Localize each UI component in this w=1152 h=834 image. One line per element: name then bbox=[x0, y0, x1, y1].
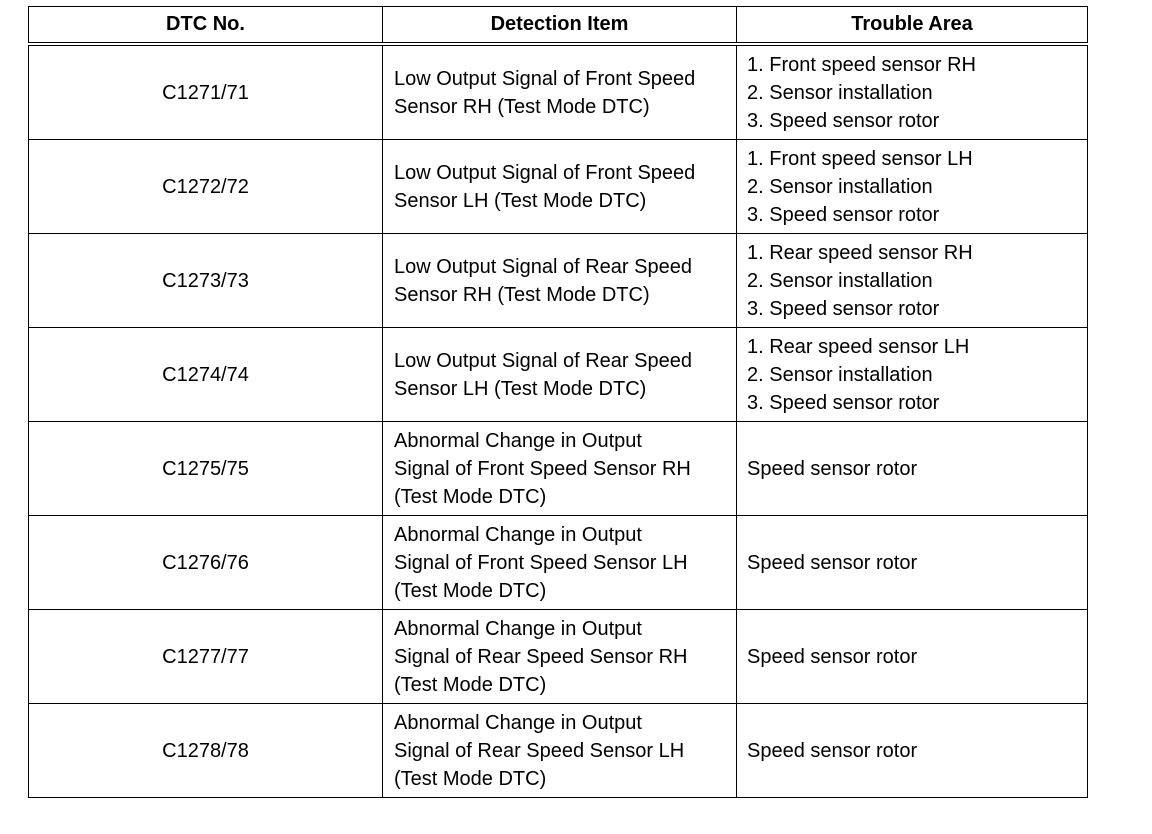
detection-item-cell bbox=[383, 610, 737, 704]
table-row bbox=[29, 516, 1088, 610]
table-row bbox=[29, 422, 1088, 516]
table-body bbox=[29, 44, 1088, 798]
table-row bbox=[29, 328, 1088, 422]
header-dtc-no: DTC No. bbox=[29, 7, 383, 45]
detection-item-cell bbox=[383, 704, 737, 798]
table-header bbox=[29, 7, 1088, 45]
trouble-area-cell bbox=[737, 328, 1088, 422]
detection-item-line: Signal of Front Speed Sensor RH bbox=[394, 457, 691, 480]
dtc-code-cell: C1273/73 bbox=[29, 234, 383, 328]
trouble-area-cell bbox=[737, 422, 1088, 516]
dtc-code-cell: C1272/72 bbox=[29, 140, 383, 234]
detection-item-line: Sensor LH (Test Mode DTC) bbox=[394, 377, 647, 400]
trouble-area-line: 1. Front speed sensor LH bbox=[747, 147, 973, 170]
dtc-code-cell: C1277/77 bbox=[29, 610, 383, 704]
trouble-area-line: Speed sensor rotor bbox=[747, 645, 918, 668]
trouble-area-cell bbox=[737, 704, 1088, 798]
trouble-area-line: 3. Speed sensor rotor bbox=[747, 109, 940, 132]
trouble-area-line: 1. Rear speed sensor RH bbox=[747, 241, 973, 264]
detection-item-line: Low Output Signal of Rear Speed bbox=[394, 255, 692, 278]
header-row bbox=[29, 7, 1088, 45]
detection-item-line: (Test Mode DTC) bbox=[394, 579, 547, 602]
detection-item-line: Sensor RH (Test Mode DTC) bbox=[394, 283, 650, 306]
trouble-area-cell bbox=[737, 234, 1088, 328]
dtc-code-cell: C1276/76 bbox=[29, 516, 383, 610]
header-detection-item: Detection Item bbox=[383, 7, 737, 45]
detection-item-line: Signal of Rear Speed Sensor RH bbox=[394, 645, 688, 668]
detection-item-line: Signal of Front Speed Sensor LH bbox=[394, 551, 688, 574]
detection-item-line: Abnormal Change in Output bbox=[394, 429, 642, 452]
detection-item-line: Low Output Signal of Rear Speed bbox=[394, 349, 692, 372]
trouble-area-cell bbox=[737, 516, 1088, 610]
detection-item-line: Signal of Rear Speed Sensor LH bbox=[394, 739, 685, 762]
trouble-area-line: 2. Sensor installation bbox=[747, 175, 933, 198]
trouble-area-line: 1. Front speed sensor RH bbox=[747, 53, 976, 76]
table-row bbox=[29, 234, 1088, 328]
trouble-area-cell bbox=[737, 44, 1088, 140]
detection-item-line: Abnormal Change in Output bbox=[394, 617, 642, 640]
detection-item-cell bbox=[383, 44, 737, 140]
trouble-area-cell bbox=[737, 140, 1088, 234]
dtc-table bbox=[28, 6, 1088, 798]
detection-item-line: (Test Mode DTC) bbox=[394, 767, 547, 790]
detection-item-line: Abnormal Change in Output bbox=[394, 711, 642, 734]
trouble-area-line: 3. Speed sensor rotor bbox=[747, 391, 940, 414]
detection-item-line: Sensor LH (Test Mode DTC) bbox=[394, 189, 647, 212]
table-row bbox=[29, 610, 1088, 704]
dtc-code-cell: C1271/71 bbox=[29, 44, 383, 140]
trouble-area-line: 3. Speed sensor rotor bbox=[747, 203, 940, 226]
detection-item-line: (Test Mode DTC) bbox=[394, 485, 547, 508]
header-trouble-area: Trouble Area bbox=[737, 7, 1088, 45]
trouble-area-cell bbox=[737, 610, 1088, 704]
trouble-area-line: 2. Sensor installation bbox=[747, 81, 933, 104]
table-row bbox=[29, 140, 1088, 234]
detection-item-line: Low Output Signal of Front Speed bbox=[394, 67, 696, 90]
detection-item-line: Low Output Signal of Front Speed bbox=[394, 161, 696, 184]
trouble-area-line: 1. Rear speed sensor LH bbox=[747, 335, 970, 358]
detection-item-cell bbox=[383, 328, 737, 422]
dtc-code-cell: C1275/75 bbox=[29, 422, 383, 516]
trouble-area-line: Speed sensor rotor bbox=[747, 739, 918, 762]
detection-item-cell bbox=[383, 422, 737, 516]
dtc-code-cell: C1278/78 bbox=[29, 704, 383, 798]
trouble-area-line: 2. Sensor installation bbox=[747, 363, 933, 386]
dtc-code-cell: C1274/74 bbox=[29, 328, 383, 422]
detection-item-cell bbox=[383, 234, 737, 328]
detection-item-cell bbox=[383, 140, 737, 234]
trouble-area-line: Speed sensor rotor bbox=[747, 551, 918, 574]
table-row bbox=[29, 44, 1088, 140]
detection-item-line: (Test Mode DTC) bbox=[394, 673, 547, 696]
detection-item-cell bbox=[383, 516, 737, 610]
trouble-area-line: 2. Sensor installation bbox=[747, 269, 933, 292]
table-row bbox=[29, 704, 1088, 798]
detection-item-line: Abnormal Change in Output bbox=[394, 523, 642, 546]
trouble-area-line: 3. Speed sensor rotor bbox=[747, 297, 940, 320]
trouble-area-line: Speed sensor rotor bbox=[747, 457, 918, 480]
detection-item-line: Sensor RH (Test Mode DTC) bbox=[394, 95, 650, 118]
